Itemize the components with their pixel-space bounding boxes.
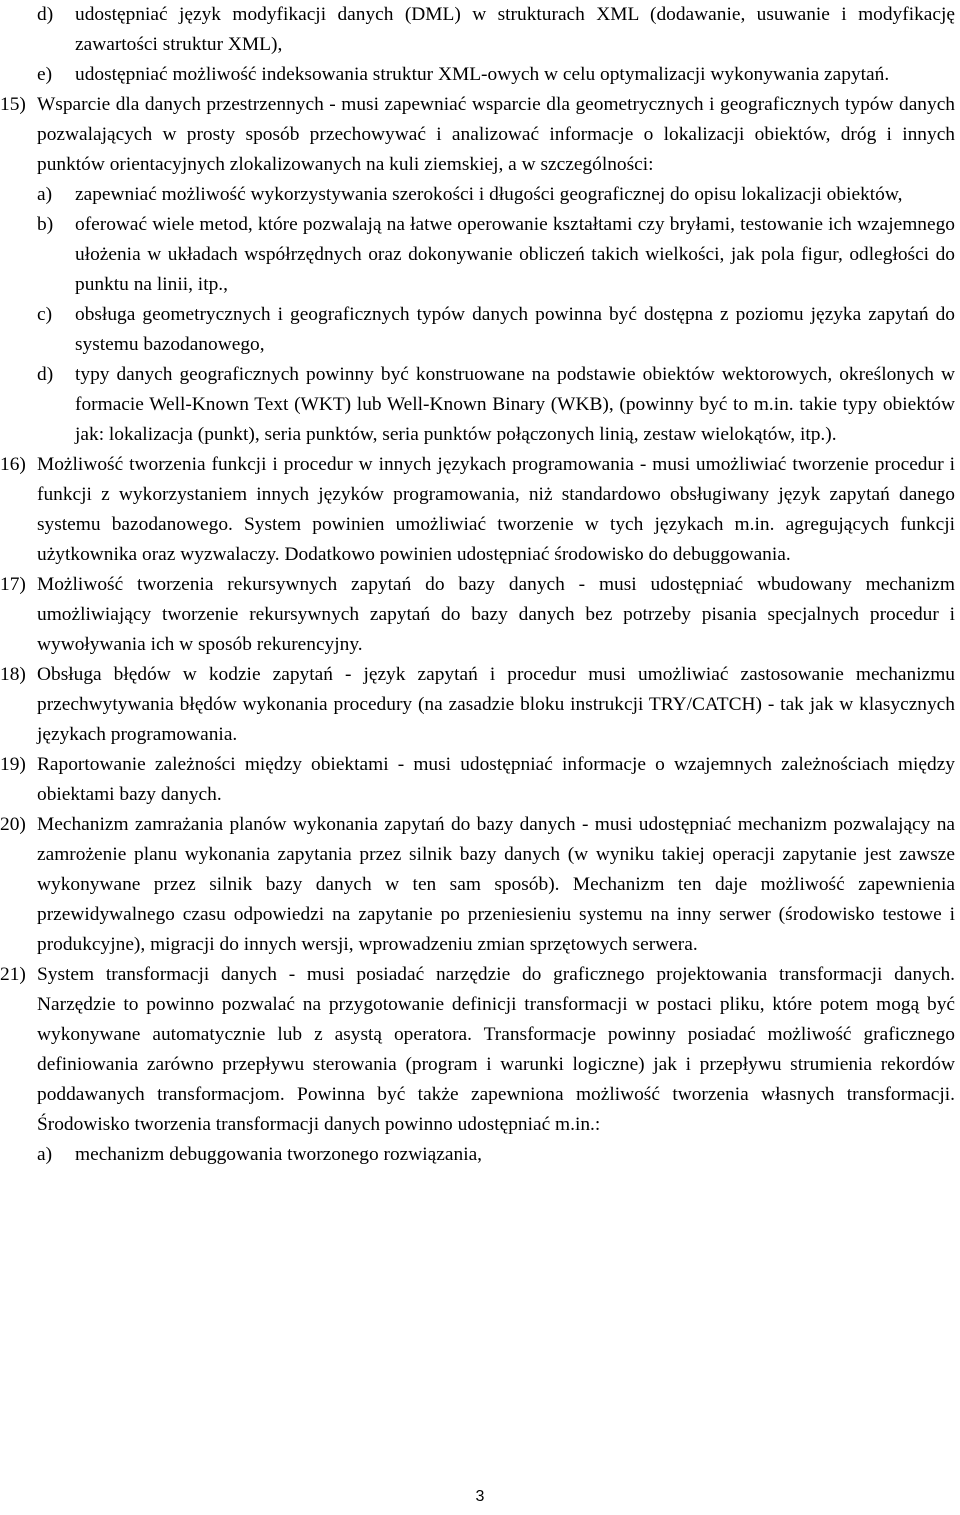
sub-item: [37, 60, 955, 90]
numbered-item: [0, 90, 955, 180]
item-text: Wsparcie dla danych przestrzennych - musi zapewniać wsparcie dla geometrycznych i geograficznych typów danych pozwalających w prosty sposób przechowywać i analizować informacje o lokalizacji obiektów, dróg i innych punktów orientacyjnych zlokalizowanych na kuli ziemskiej, a w szczególności:: [37, 94, 955, 175]
item-text: udostępniać możliwość indeksowania struktur XML-owych w celu optymalizacji wykonywania zapytań.: [75, 64, 890, 85]
item-number: 17): [0, 574, 26, 595]
item-text: oferować wiele metod, które pozwalają na łatwe operowanie kształtami czy bryłami, testowanie ich wzajemnego ułożenia w układach współrzędnych oraz dokonywanie obliczeń takich wielkości, jak pola figur, odległości do punktu na linii, itp.,: [75, 214, 955, 295]
numbered-item: [0, 450, 955, 570]
item-text: Możliwość tworzenia funkcji i procedur w innych językach programowania - musi umożliwiać tworzenie procedur i funkcji z wykorzystaniem innych języków programowania, niż standardowo obsługiwany język zapytań danego systemu bazodanowego. System powinien umożliwiać tworzenie w tych językach m.in. agregujących funkcji użytkownika oraz wyzwalaczy. Dodatkowo powinien udostępniać środowisko do debuggowania.: [37, 454, 955, 565]
item-text: mechanizm debuggowania tworzonego rozwiązania,: [75, 1144, 483, 1165]
sub-item: [37, 180, 955, 210]
numbered-item: [0, 660, 955, 750]
sub-item: [37, 0, 955, 60]
item-number: e): [37, 64, 53, 85]
item-text: typy danych geograficznych powinny być konstruowane na podstawie obiektów wektorowych, określonych w formacie Well-Known Text (WKT) lub Well-Known Binary (WKB), (powinny być to m.in. takie typy obiektów jak: lokalizacja (punkt), seria punktów, seria punktów połączonych linią, zestaw wielokątów, itp.).: [75, 364, 955, 445]
item-text: Mechanizm zamrażania planów wykonania zapytań do bazy danych - musi udostępniać mechanizm pozwalający na zamrożenie planu wykonania zapytania przez silnik bazy danych (w wyniku takiej operacji zapytanie jest zawsze wykonywane przez silnik bazy danych w ten sam sposób). Mechanizm ten daje możliwość zapewnienia przewidywalnego czasu odpowiedzi na zapytanie po przeniesieniu systemu na inny serwer (środowisko testowe i produkcyjne), migracji do innych wersji, wprowadzeniu zmian sprzętowych serwera.: [37, 814, 955, 955]
item-number: 19): [0, 754, 26, 775]
item-number: 16): [0, 454, 26, 475]
numbered-item: [0, 960, 955, 1140]
sub-item: [37, 360, 955, 450]
sub-item: [37, 1140, 955, 1170]
sub-item: [37, 300, 955, 360]
sub-item: [37, 210, 955, 300]
item-number: c): [37, 304, 53, 325]
item-text: obsługa geometrycznych i geograficznych typów danych powinna być dostępna z poziomu języka zapytań do systemu bazodanowego,: [75, 304, 955, 355]
item-text: Możliwość tworzenia rekursywnych zapytań do bazy danych - musi udostępniać wbudowany mechanizm umożliwiający tworzenie rekursywnych zapytań do bazy danych bez potrzeby pisania specjalnych procedur i wywoływania ich w sposób rekurencyjny.: [37, 574, 955, 655]
item-number: 18): [0, 664, 26, 685]
item-text: udostępniać język modyfikacji danych (DML) w strukturach XML (dodawanie, usuwanie i modyfikację zawartości struktur XML),: [75, 4, 955, 55]
item-number: d): [37, 4, 54, 25]
item-number: 20): [0, 814, 26, 835]
item-number: 15): [0, 94, 26, 115]
page-number: 3: [475, 1488, 485, 1505]
item-text: System transformacji danych - musi posiadać narzędzie do graficznego projektowania transformacji danych. Narzędzie to powinno pozwalać na przygotowanie definicji transformacji w postaci pliku, które potem mogą być wykonywane automatycznie lub z asystą operatora. Transformacje powinny posiadać możliwość graficznego definiowania zarówno przepływu sterowania (program i warunki logiczne) jak i przepływu strumienia rekordów poddawanych transformacjom. Powinna być także zapewniona możliwość tworzenia własnych transformacji. Środowisko tworzenia transformacji danych powinno udostępniać m.in.:: [37, 964, 955, 1135]
item-number: a): [37, 1144, 53, 1165]
item-text: Raportowanie zależności między obiektami - musi udostępniać informacje o wzajemnych zależnościach między obiektami bazy danych.: [37, 754, 955, 805]
numbered-item: [0, 750, 955, 810]
item-number: b): [37, 214, 54, 235]
item-text: Obsługa błędów w kodzie zapytań - język zapytań i procedur musi umożliwiać zastosowanie mechanizmu przechwytywania błędów wykonania procedury (na zasadzie bloku instrukcji TRY/CATCH) - tak jak w klasycznych językach programowania.: [37, 664, 955, 745]
item-number: d): [37, 364, 54, 385]
item-number: 21): [0, 964, 26, 985]
numbered-item: [0, 570, 955, 660]
numbered-item: [0, 810, 955, 960]
item-text: zapewniać możliwość wykorzystywania szerokości i długości geograficznej do opisu lokalizacji obiektów,: [75, 184, 903, 205]
item-number: a): [37, 184, 53, 205]
